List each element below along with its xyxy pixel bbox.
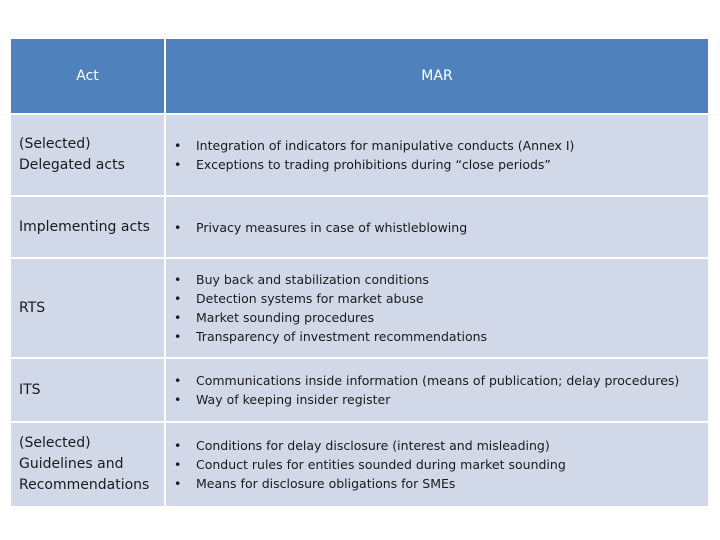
bullet-icon: • <box>174 291 182 306</box>
act-label: (Selected) Delegated acts <box>11 115 166 195</box>
table-row <box>11 197 708 259</box>
header-act: Act <box>11 39 166 113</box>
bullet-icon: • <box>174 310 182 325</box>
bullet-icon: • <box>174 476 182 491</box>
bullet-icon: • <box>174 157 182 172</box>
table-row <box>11 259 708 359</box>
items-cell <box>166 423 708 506</box>
items-cell <box>166 115 708 195</box>
act-label: Implementing acts <box>11 197 166 257</box>
bullet-icon: • <box>174 138 182 153</box>
list-item: • Conduct rules for entities sounded during market sounding <box>174 457 566 472</box>
list-item: • Exceptions to trading prohibitions during “close periods” <box>174 157 551 172</box>
mar-acts-table <box>11 39 708 508</box>
bullet-icon: • <box>174 457 182 472</box>
table-row <box>11 115 708 197</box>
table-row <box>11 423 708 508</box>
act-label: (Selected) Guidelines and Recommendations <box>11 423 166 506</box>
list-item: • Conditions for delay disclosure (interest and misleading) <box>174 438 550 453</box>
list-item: • Detection systems for market abuse <box>174 291 424 306</box>
bullet-icon: • <box>174 438 182 453</box>
list-item: • Privacy measures in case of whistleblowing <box>174 219 468 235</box>
bullet-icon: • <box>174 219 182 235</box>
list-item: • Market sounding procedures <box>174 310 375 325</box>
act-label: ITS <box>11 359 166 421</box>
items-cell <box>166 259 708 357</box>
table-header-row <box>11 39 708 115</box>
list-item: • Buy back and stabilization conditions <box>174 272 429 287</box>
act-label: RTS <box>11 259 166 357</box>
table-row <box>11 359 708 423</box>
bullet-icon: • <box>174 329 182 344</box>
items-cell <box>166 359 708 421</box>
bullet-icon: • <box>174 392 182 407</box>
bullet-icon: • <box>174 373 182 388</box>
list-item: • Way of keeping insider register <box>174 392 391 407</box>
list-item: • Means for disclosure obligations for SMEs <box>174 476 456 491</box>
list-item: • Integration of indicators for manipulative conducts (Annex I) <box>174 138 575 153</box>
items-cell <box>166 197 708 257</box>
bullet-icon: • <box>174 272 182 287</box>
list-item: • Communications inside information (means of publication; delay procedures) <box>174 373 680 388</box>
header-mar: MAR <box>421 68 453 84</box>
list-item: • Transparency of investment recommendations <box>174 329 488 344</box>
